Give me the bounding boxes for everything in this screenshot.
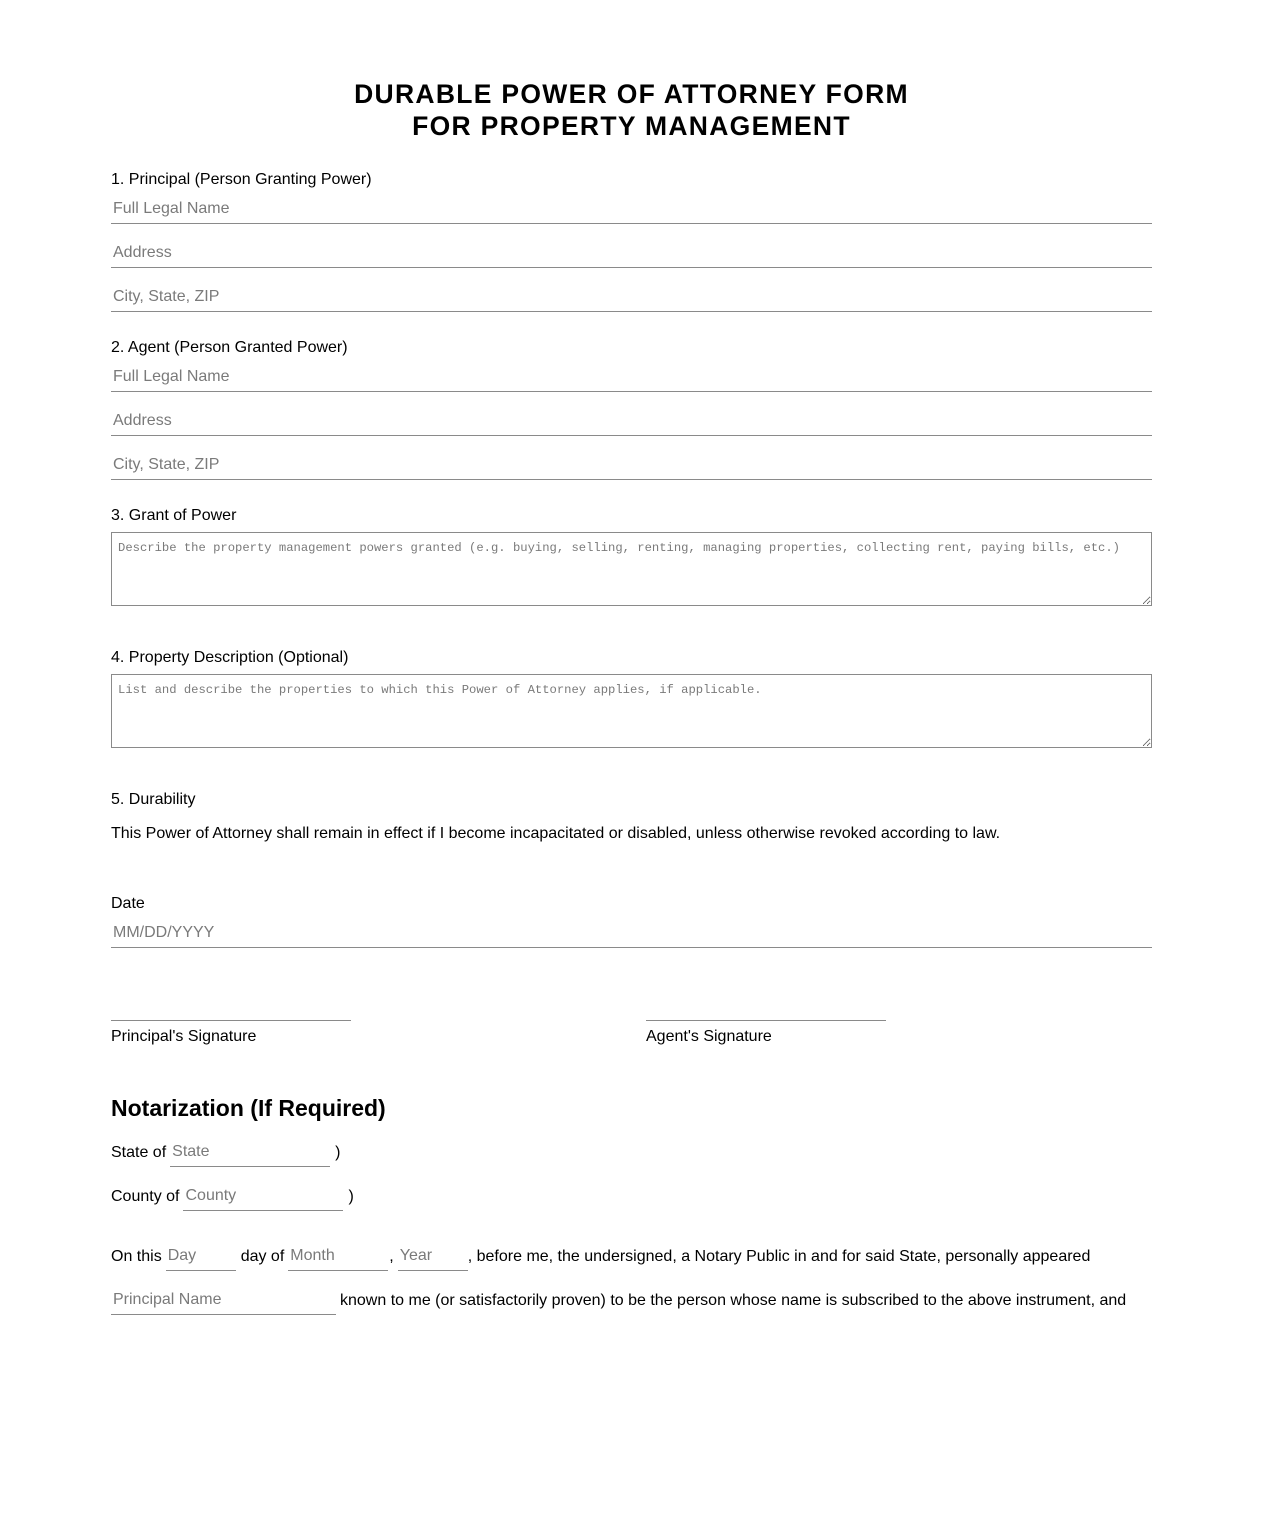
property-description-textarea[interactable] [111, 674, 1152, 748]
county-closing-paren: ) [348, 1188, 354, 1205]
agent-section-label: 2. Agent (Person Granted Power) [111, 339, 348, 356]
day-of-text: day of [240, 1248, 285, 1265]
title-line-2: FOR PROPERTY MANAGEMENT [412, 111, 851, 141]
known-to-me-text: known to me (or satisfactorily proven) to be the person whose name is subscribed to the above instrument, and [340, 1292, 1127, 1309]
notary-year-input[interactable] [398, 1241, 468, 1271]
agent-address-input[interactable] [111, 406, 1152, 436]
date-input[interactable] [111, 918, 1152, 948]
agent-city-state-zip-input[interactable] [111, 450, 1152, 480]
principal-signature-label: Principal's Signature [111, 1028, 257, 1045]
notary-month-input[interactable] [288, 1241, 388, 1271]
principal-signature-line[interactable] [111, 1020, 351, 1021]
state-closing-paren: ) [335, 1144, 341, 1161]
notary-principal-name-input[interactable] [111, 1285, 336, 1315]
durability-statement: This Power of Attorney shall remain in effect if I become incapacitated or disabled, unless otherwise revoked according to law. [111, 825, 1001, 842]
agent-signature-label: Agent's Signature [646, 1028, 772, 1045]
county-of-row [111, 1181, 354, 1211]
principal-section-label: 1. Principal (Person Granting Power) [111, 171, 372, 188]
grant-of-power-textarea[interactable] [111, 532, 1152, 606]
property-description-label: 4. Property Description (Optional) [111, 649, 349, 666]
title-line-1: DURABLE POWER OF ATTORNEY FORM [354, 79, 909, 109]
document-title [111, 78, 1152, 142]
grant-of-power-label: 3. Grant of Power [111, 507, 237, 524]
before-me-text: , before me, the undersigned, a Notary Public in and for said State, personally appeared [467, 1248, 1091, 1265]
notary-date-row [111, 1241, 1090, 1271]
notary-county-input[interactable] [183, 1181, 343, 1211]
notary-state-input[interactable] [170, 1137, 330, 1167]
principal-address-input[interactable] [111, 238, 1152, 268]
agent-signature-line[interactable] [646, 1020, 886, 1021]
county-of-label: County of [111, 1188, 180, 1205]
state-of-row [111, 1137, 340, 1167]
notarization-heading: Notarization (If Required) [111, 1095, 386, 1121]
month-year-comma: , [389, 1248, 394, 1265]
principal-city-state-zip-input[interactable] [111, 282, 1152, 312]
durability-label: 5. Durability [111, 791, 196, 808]
on-this-text: On this [111, 1248, 162, 1265]
notary-day-input[interactable] [166, 1241, 236, 1271]
principal-name-input[interactable] [111, 194, 1152, 224]
date-label: Date [111, 895, 145, 912]
principal-appeared-row [111, 1285, 1126, 1315]
agent-name-input[interactable] [111, 362, 1152, 392]
state-of-label: State of [111, 1144, 167, 1161]
